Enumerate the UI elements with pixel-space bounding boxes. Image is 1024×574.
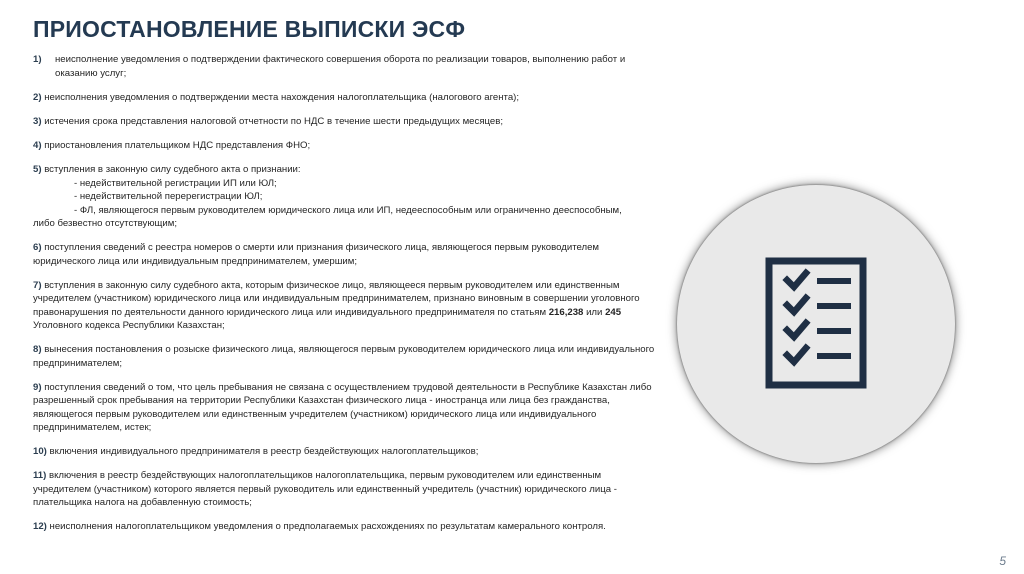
list-item (33, 163, 658, 231)
page-number: 5 (999, 554, 1006, 568)
list-item (33, 115, 658, 129)
item-text: поступления сведений с реестра номеров о смерти или признания физического лица, являющегося первым руководителем юридического лица или индивидуальным предпринимателем, умершим; (33, 242, 600, 267)
list-item (33, 53, 658, 80)
item-number: 7) (33, 279, 42, 291)
page-title: ПРИОСТАНОВЛЕНИЕ ВЫПИСКИ ЭСФ (33, 16, 466, 42)
sub-item: - недействительной регистрации ИП или ЮЛ; (74, 177, 277, 189)
checklist-illustration (677, 185, 955, 463)
list-item (33, 445, 658, 459)
article-numbers: 216,238 (548, 306, 584, 318)
list-item (33, 241, 658, 268)
list-item (33, 520, 658, 534)
item-text: вынесения постановления о розыске физического лица, являющегося первым руководителем юридического лица или индивидуального предпринимателем; (33, 344, 655, 369)
item-number: 5) (33, 164, 42, 175)
conditions-list (33, 53, 658, 544)
item-text: неисполнения уведомления о подтверждении места нахождения налогоплательщика (налогового агента); (41, 92, 520, 103)
item-number: 2) (33, 92, 42, 103)
list-item (33, 139, 658, 153)
item-text: неисполнение уведомления о подтверждении фактического совершения оборота по реализации товаров, выполнению работ и оказанию услуг; (55, 54, 626, 79)
sub-item: - ФЛ, являющегося первым руководителем юридического лица или ИП, недееспособным или ограниченно дееспособным, (74, 204, 622, 216)
list-item (33, 469, 658, 510)
item-number: 9) (33, 381, 42, 393)
item-text: приостановления плательщиком НДС представления ФНО; (41, 140, 311, 151)
item-text: или (583, 306, 606, 318)
item-number: 10) (33, 446, 47, 457)
item-number: 11) (33, 470, 47, 481)
checklist-icon (765, 257, 867, 389)
item-text-tail: либо безвестно отсутствующим; (33, 218, 178, 229)
list-item (33, 279, 658, 333)
item-text: Уголовного кодекса Республики Казахстан; (33, 320, 225, 331)
item-number: 6) (33, 242, 42, 253)
list-item (33, 91, 658, 105)
article-number: 245 (605, 306, 622, 318)
list-item (33, 381, 658, 435)
item-number: 1) (33, 54, 42, 65)
item-text: поступления сведений о том, что цель пребывания не связана с осуществлением трудовой деятельности в Республике Казахстан либо разрешенный срок пребывания на территории Республики Казахстан физического лица - иностранца или лица без гражданства, являющегося первым руководителем или единственным учредителем (участником) юридического лица или индивидуального предпринимателем, истек; (33, 381, 652, 433)
sub-item: - недействительной перерегистрации ЮЛ; (74, 191, 263, 202)
item-number: 4) (33, 140, 42, 151)
item-text: включения индивидуального предпринимателя в реестр бездействующих налогоплательщиков; (46, 446, 479, 457)
list-item (33, 343, 658, 370)
item-number: 12) (33, 521, 47, 532)
item-text: вступления в законную силу судебного акта, которым физическое лицо, являющееся первым руководителем или единственным учредителем (участником) юридического лица или индивидуальным предпринимателем, признано виновным в совершении уголовного правонарушения по деятельности данного юридического лица или индивидуального предпринимателя по статьям (33, 279, 640, 318)
item-text: истечения срока представления налоговой отчетности по НДС в течение шести предыдущих месяцев; (41, 116, 503, 127)
item-text: включения в реестр бездействующих налогоплательщиков налогоплательщика, первым руководителем или единственным учредителем (участником) которого является первый руководитель или единственный учредитель (участник) юридического лица - плательщика налога на добавленную стоимость; (33, 470, 617, 508)
item-number: 3) (33, 116, 42, 127)
item-text: неисполнения налогоплательщиком уведомления о предполагаемых расхождениях по результатам камерального контроля. (46, 521, 606, 532)
item-number: 8) (33, 344, 42, 355)
item-text: вступления в законную силу судебного акта о признании: (41, 164, 301, 175)
